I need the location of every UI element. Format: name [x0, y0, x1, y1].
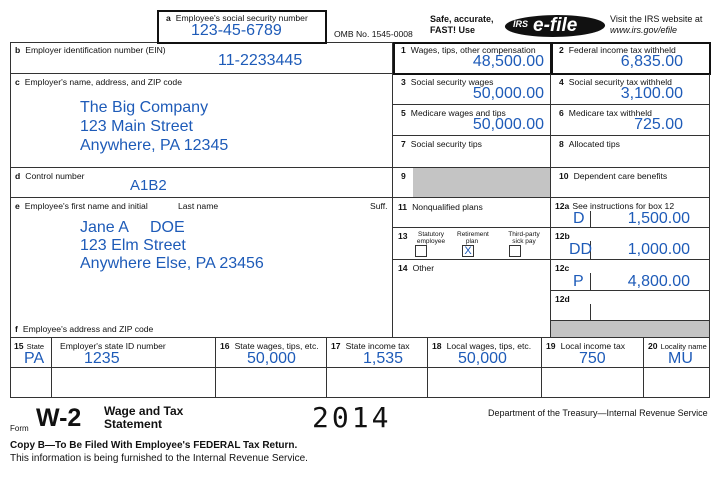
employer-name: The Big Company	[80, 99, 209, 116]
box-12b: 12b DD 1,000.00	[551, 228, 710, 260]
last-name-label: Last name	[178, 201, 219, 211]
ssn-num: a	[166, 13, 171, 23]
box-12a: 12a See instructions for box 12 D 1,500.00	[551, 198, 710, 228]
box-4-ss-tax: 4 Social security tax withheld 3,100.00	[551, 74, 710, 105]
box-8-allocated-tips: 8 Allocated tips	[551, 136, 710, 168]
box-3-ss-wages: 3 Social security wages 50,000.00	[393, 74, 551, 105]
box-3-value: 50,000.00	[472, 85, 544, 102]
box-12c-value: 4,800.00	[627, 273, 690, 290]
state-row2-col7	[644, 368, 710, 398]
form-word: Form	[10, 424, 29, 433]
box-2-value: 6,835.00	[620, 53, 683, 70]
box-1-wages: 1 Wages, tips, other compensation 48,500.00	[393, 42, 551, 74]
box-11-nonqualified: 11 Nonqualified plans	[393, 198, 551, 228]
box-12a-value: 1,500.00	[627, 210, 690, 227]
department: Department of the Treasury—Internal Revenue Service	[488, 408, 708, 418]
box-19-local-tax: 19 Local income tax 750	[542, 338, 644, 368]
box-15-state-id	[52, 338, 216, 368]
box-9: 9	[393, 168, 551, 198]
retirement-label: Retirement plan	[457, 231, 489, 245]
box-15-id-value: 1235	[84, 350, 120, 367]
box-12d: 12d	[551, 291, 710, 321]
copy-line: Copy B—To Be Filed With Employee's FEDERAL Tax Return.	[10, 440, 298, 451]
box-14-other: 14 Other	[393, 260, 551, 338]
safe-line2: FAST! Use	[430, 25, 476, 35]
state-row2-col4	[327, 368, 428, 398]
box-7-ss-tips: 7 Social security tips	[393, 136, 551, 168]
employee-first: Jane A	[80, 219, 129, 236]
box-1-highlight	[393, 42, 552, 75]
box-12b-code: DD	[569, 241, 593, 258]
info-line: This information is being furnished to the Internal Revenue Service.	[10, 453, 308, 464]
box-12b-value: 1,000.00	[627, 241, 690, 258]
employer-city: Anywhere, PA 12345	[80, 137, 229, 154]
form-name: W-2	[36, 404, 82, 432]
box-12a-code: D	[573, 210, 585, 227]
box-16-state-wages: 16 State wages, tips, etc. 50,000	[216, 338, 327, 368]
box-9-shaded	[413, 168, 550, 197]
box-6-medicare-tax: 6 Medicare tax withheld 725.00	[551, 105, 710, 136]
box-15-state: 15 State PA	[10, 338, 52, 368]
state-row2-col1	[10, 368, 52, 398]
employee-street: 123 Elm Street	[80, 237, 186, 254]
efile-logo	[505, 11, 605, 41]
box-d-control: d Control number A1B2	[10, 168, 393, 198]
control-value: A1B2	[130, 177, 167, 194]
box-19-value: 750	[579, 350, 606, 367]
box-6-value: 725.00	[634, 116, 683, 133]
state-row2-col5	[428, 368, 542, 398]
efile-irs: IRS	[513, 19, 529, 29]
box-12c-code-cell	[551, 273, 591, 291]
omb-number: OMB No. 1545-0008	[334, 29, 413, 39]
statutory-checkbox[interactable]	[415, 245, 427, 257]
ssn-value: 123-45-6789	[191, 22, 282, 39]
box-16-value: 50,000	[247, 350, 296, 367]
safe-line1: Safe, accurate,	[430, 14, 494, 24]
box-15-state-value: PA	[24, 350, 45, 367]
box-18-value: 50,000	[458, 350, 507, 367]
employee-city: Anywhere Else, PA 23456	[80, 255, 264, 272]
ssn-label: a Employee's social security number	[166, 13, 308, 23]
box-13-checkboxes: 13 Statutory employee Retirement plan Third-party sick pay X	[393, 228, 551, 260]
ein-value: 11-2233445	[218, 52, 303, 69]
title-line2: Statement	[104, 417, 163, 431]
box-c-employer: c Employer's name, address, and ZIP code The Big Company 123 Main Street Anywhere, PA 12345	[10, 74, 393, 168]
state-row2-col2	[52, 368, 216, 398]
box-2-federal-tax: 2 Federal income tax withheld 6,835.00	[551, 42, 710, 74]
box-1-value: 48,500.00	[472, 53, 544, 70]
statutory-label: Statutory employee	[416, 231, 446, 245]
box-4-value: 3,100.00	[620, 85, 683, 102]
state-row2-col6	[542, 368, 644, 398]
box-20-locality: 20 Locality name MU	[644, 338, 710, 368]
state-row2-col3	[216, 368, 327, 398]
box-5-medicare-wages: 5 Medicare wages and tips 50,000.00	[393, 105, 551, 136]
box-e-employee: e Employee's first name and initial Last name Suff. Jane A DOE 123 Elm Street Anywhere Else, PA 23456 f Employee's address and ZIP code	[10, 198, 393, 338]
suffix-label: Suff.	[370, 201, 388, 211]
thirdparty-label: Third-party sick pay	[508, 231, 540, 245]
thirdparty-checkbox[interactable]	[509, 245, 521, 257]
box-b-ein: b Employer identification number (EIN) 11-2233445	[10, 42, 393, 74]
box-17-state-tax: 17 State income tax 1,535	[327, 338, 428, 368]
state-id-label: Employer's state ID number	[60, 341, 166, 351]
box-12d-code-cell	[551, 304, 591, 321]
box-17-value: 1,535	[363, 350, 404, 367]
efile-text: e-file	[533, 15, 578, 36]
box-12c: 12c P 4,800.00	[551, 260, 710, 291]
box-12c-code: P	[573, 273, 584, 290]
employee-last: DOE	[150, 219, 185, 236]
visit-line1: Visit the IRS website at	[610, 14, 703, 24]
visit-line2: www.irs.gov/efile	[610, 25, 678, 35]
box-20-value: MU	[668, 350, 693, 367]
box-12-shaded	[551, 321, 710, 338]
box-18-local-wages: 18 Local wages, tips, etc. 50,000	[428, 338, 542, 368]
retirement-checkbox[interactable]: X	[462, 245, 474, 257]
employer-street: 123 Main Street	[80, 118, 193, 135]
box-5-value: 50,000.00	[472, 116, 544, 133]
box-10-dependent-care: 10 Dependent care benefits	[551, 168, 710, 198]
tax-year: 2014	[312, 401, 392, 434]
title-line1: Wage and Tax	[104, 404, 184, 418]
box-12a-code-cell	[551, 211, 591, 228]
box-2-highlight	[551, 42, 711, 75]
